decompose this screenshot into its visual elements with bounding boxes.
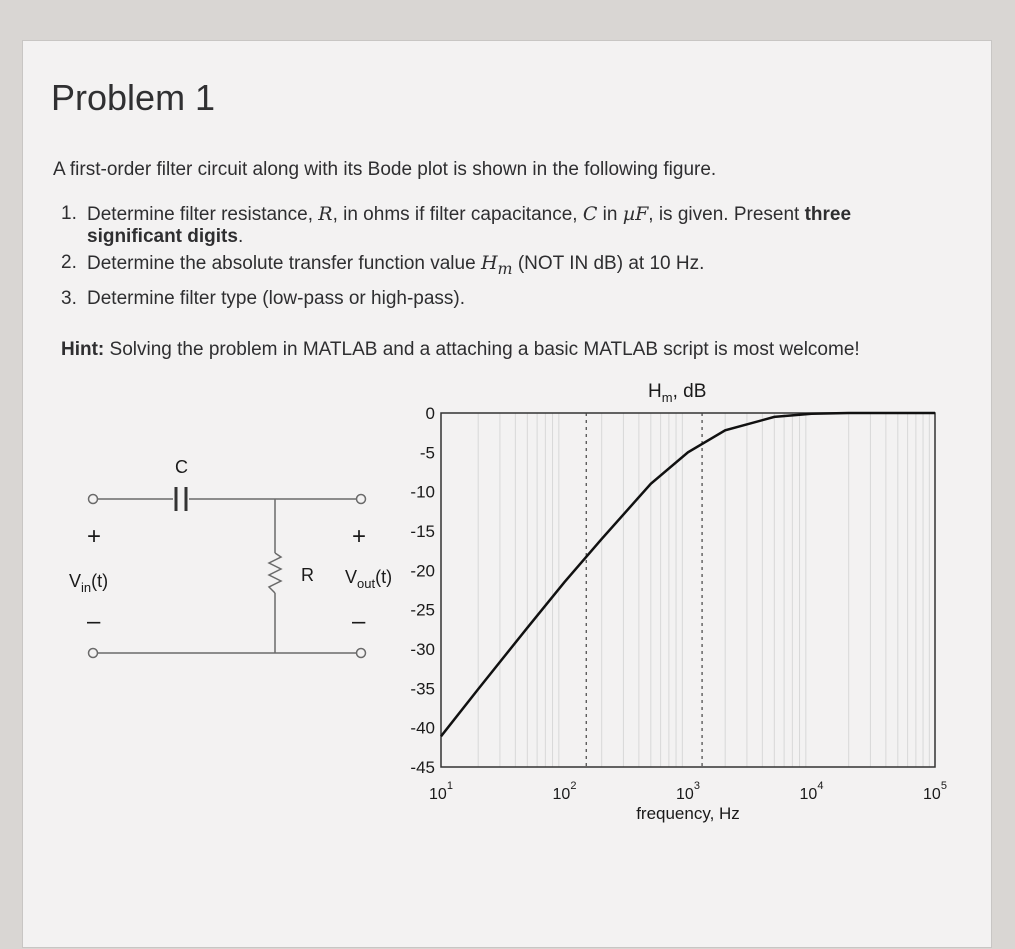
- y-tick-label: -35: [410, 679, 435, 699]
- terminal-in-bottom: [89, 649, 98, 658]
- y-tick-label: -10: [410, 482, 435, 502]
- y-tick-label: -40: [410, 718, 435, 738]
- x-tick-label: $10^1$: [429, 780, 453, 803]
- y-tick-label: -20: [410, 561, 435, 581]
- question-number: 1.: [61, 203, 77, 224]
- hint-label: Hint:: [61, 339, 105, 360]
- vout-plus: +: [352, 523, 367, 550]
- vin-label: $V_{in}(t)$: [69, 571, 109, 595]
- problem-intro: A first-order filter circuit along with its Bode plot is shown in the following figure.: [53, 159, 717, 180]
- vout-label: $V_{out}(t)$: [345, 567, 393, 591]
- hint-text: Solving the problem in MATLAB and a attaching a basic MATLAB script is most welcome!: [104, 339, 860, 360]
- y-tick-label: -45: [410, 758, 435, 777]
- resistor-label: R: [301, 565, 314, 585]
- circuit-diagram: [89, 495, 366, 658]
- question-number: 2.: [61, 252, 77, 273]
- problem-card: [22, 40, 992, 948]
- x-tick-label: $10^5$: [923, 780, 947, 803]
- y-tick-label: -5: [419, 443, 435, 463]
- vin-plus: +: [87, 523, 102, 550]
- var-r: R: [318, 203, 333, 225]
- var-h: H: [480, 252, 498, 274]
- figure: [23, 41, 993, 949]
- var-c: C: [582, 203, 598, 225]
- x-tick-label: $10^4$: [799, 780, 824, 803]
- capacitor-symbol: [176, 487, 186, 511]
- problem-title: Problem 1: [51, 77, 216, 118]
- y-tick-label: 0: [425, 404, 435, 423]
- vout-minus: –: [352, 608, 366, 635]
- unit-microfarad: µF: [622, 203, 649, 225]
- chart-title: $H_m$, dB: [648, 381, 707, 405]
- question-1: 1. Determine filter resistance, R, in ohms if filter capacitance, C in µF, is given. Present three significant digits.: [61, 199, 931, 248]
- bode-plot: [410, 381, 947, 823]
- resistor-symbol: [269, 553, 281, 593]
- x-tick-label: $10^3$: [676, 780, 700, 803]
- question-number: 3.: [61, 287, 77, 309]
- y-tick-label: -30: [410, 640, 435, 659]
- question-3: 3. Determine filter type (low-pass or high-pass).: [61, 284, 931, 314]
- terminal-out-bottom: [357, 649, 366, 658]
- vin-minus: –: [87, 608, 101, 635]
- x-axis-label: frequency, Hz: [636, 804, 740, 823]
- y-tick-label: -15: [410, 522, 435, 541]
- terminal-out-top: [357, 495, 366, 504]
- x-tick-label: $10^2$: [552, 780, 577, 803]
- capacitor-label: C: [175, 457, 188, 477]
- y-tick-label: -25: [410, 600, 435, 620]
- question-2: 2. Determine the absolute transfer function value $H_m$ (NOT IN dB) at 10 Hz.: [61, 248, 931, 284]
- terminal-in-top: [89, 495, 98, 504]
